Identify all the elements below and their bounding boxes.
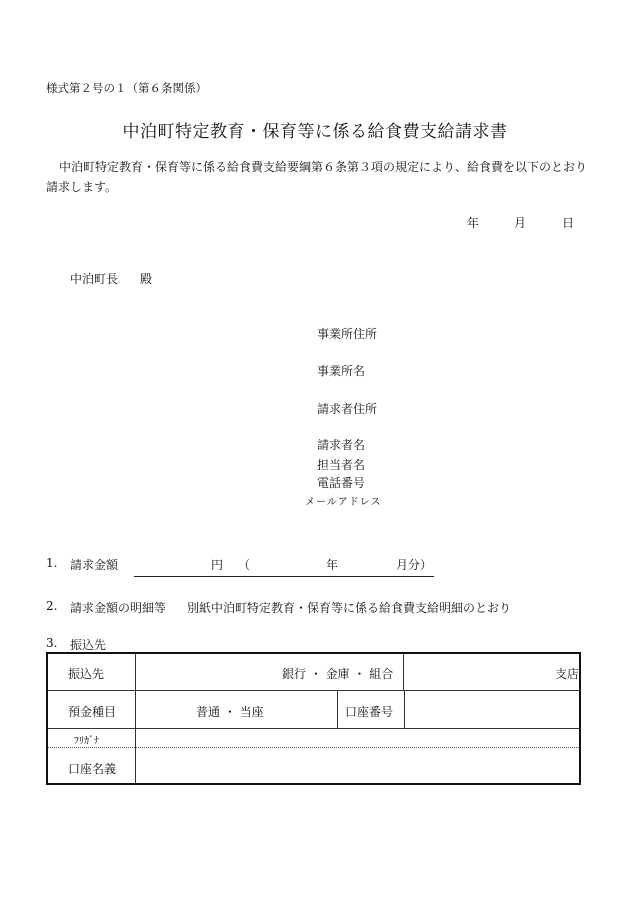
office-address-label: 事業所住所 [317,327,378,341]
office-name-label: 事業所名 [317,364,366,378]
email-label: メールアドレス [305,497,382,508]
section1-number: 1. [46,556,58,570]
bank-type-options: 銀行 ・ 金庫 ・ 組合 [282,667,394,681]
date-year-label: 年 [467,216,480,230]
table-column-divider [135,654,136,783]
furigana-label: ﾌﾘｶﾞﾅ [74,736,99,747]
contact-person-label: 担当者名 [317,458,366,472]
document-title: 中泊町特定教育・保育等に係る給食費支給請求書 [122,122,508,142]
deposit-type-label: 預金種目 [68,705,117,719]
account-type-options: 普通 ・ 当座 [196,705,264,719]
section3-label: 振込先 [70,638,107,652]
claimant-name-label: 請求者名 [317,438,366,452]
form-number: 様式第２号の１（第６条関係） [46,81,207,95]
account-number-label: 口座番号 [345,705,394,719]
amount-yen-unit: 円 [211,558,224,572]
claimant-address-label: 請求者住所 [317,402,378,416]
section3-number: 3. [46,636,58,650]
addressee-suffix: 殿 [140,272,153,286]
section2-text: 別紙中泊町特定教育・保育等に係る給食費支給明細のとおり [187,601,512,615]
table-row-divider [48,690,579,691]
amount-paren-open: （ [238,558,251,572]
bank-account-table [46,652,581,785]
payee-label: 振込先 [68,667,105,681]
table-column-divider [404,690,405,728]
account-holder-label: 口座名義 [68,762,117,776]
amount-month-label: 月分） [396,558,433,572]
addressee-name: 中泊町長 [70,272,119,286]
amount-year-label: 年 [326,558,339,572]
intro-text: 中泊町特定教育・保育等に係る給食費支給要綱第６条第３項の規定により、給食費を以下のとおり請求します。 [46,160,588,194]
table-row-divider [48,728,579,729]
table-row-divider [48,747,579,748]
amount-underline [134,576,434,577]
branch-label: 支店 [555,667,580,681]
date-month-label: 月 [514,216,527,230]
section2-number: 2. [46,599,58,613]
table-column-divider [337,690,338,728]
date-day-label: 日 [562,216,575,230]
section1-label: 請求金額 [70,558,119,572]
table-column-divider [403,654,404,690]
section2-label: 請求金額の明細等 [70,601,167,615]
phone-label: 電話番号 [317,476,366,490]
